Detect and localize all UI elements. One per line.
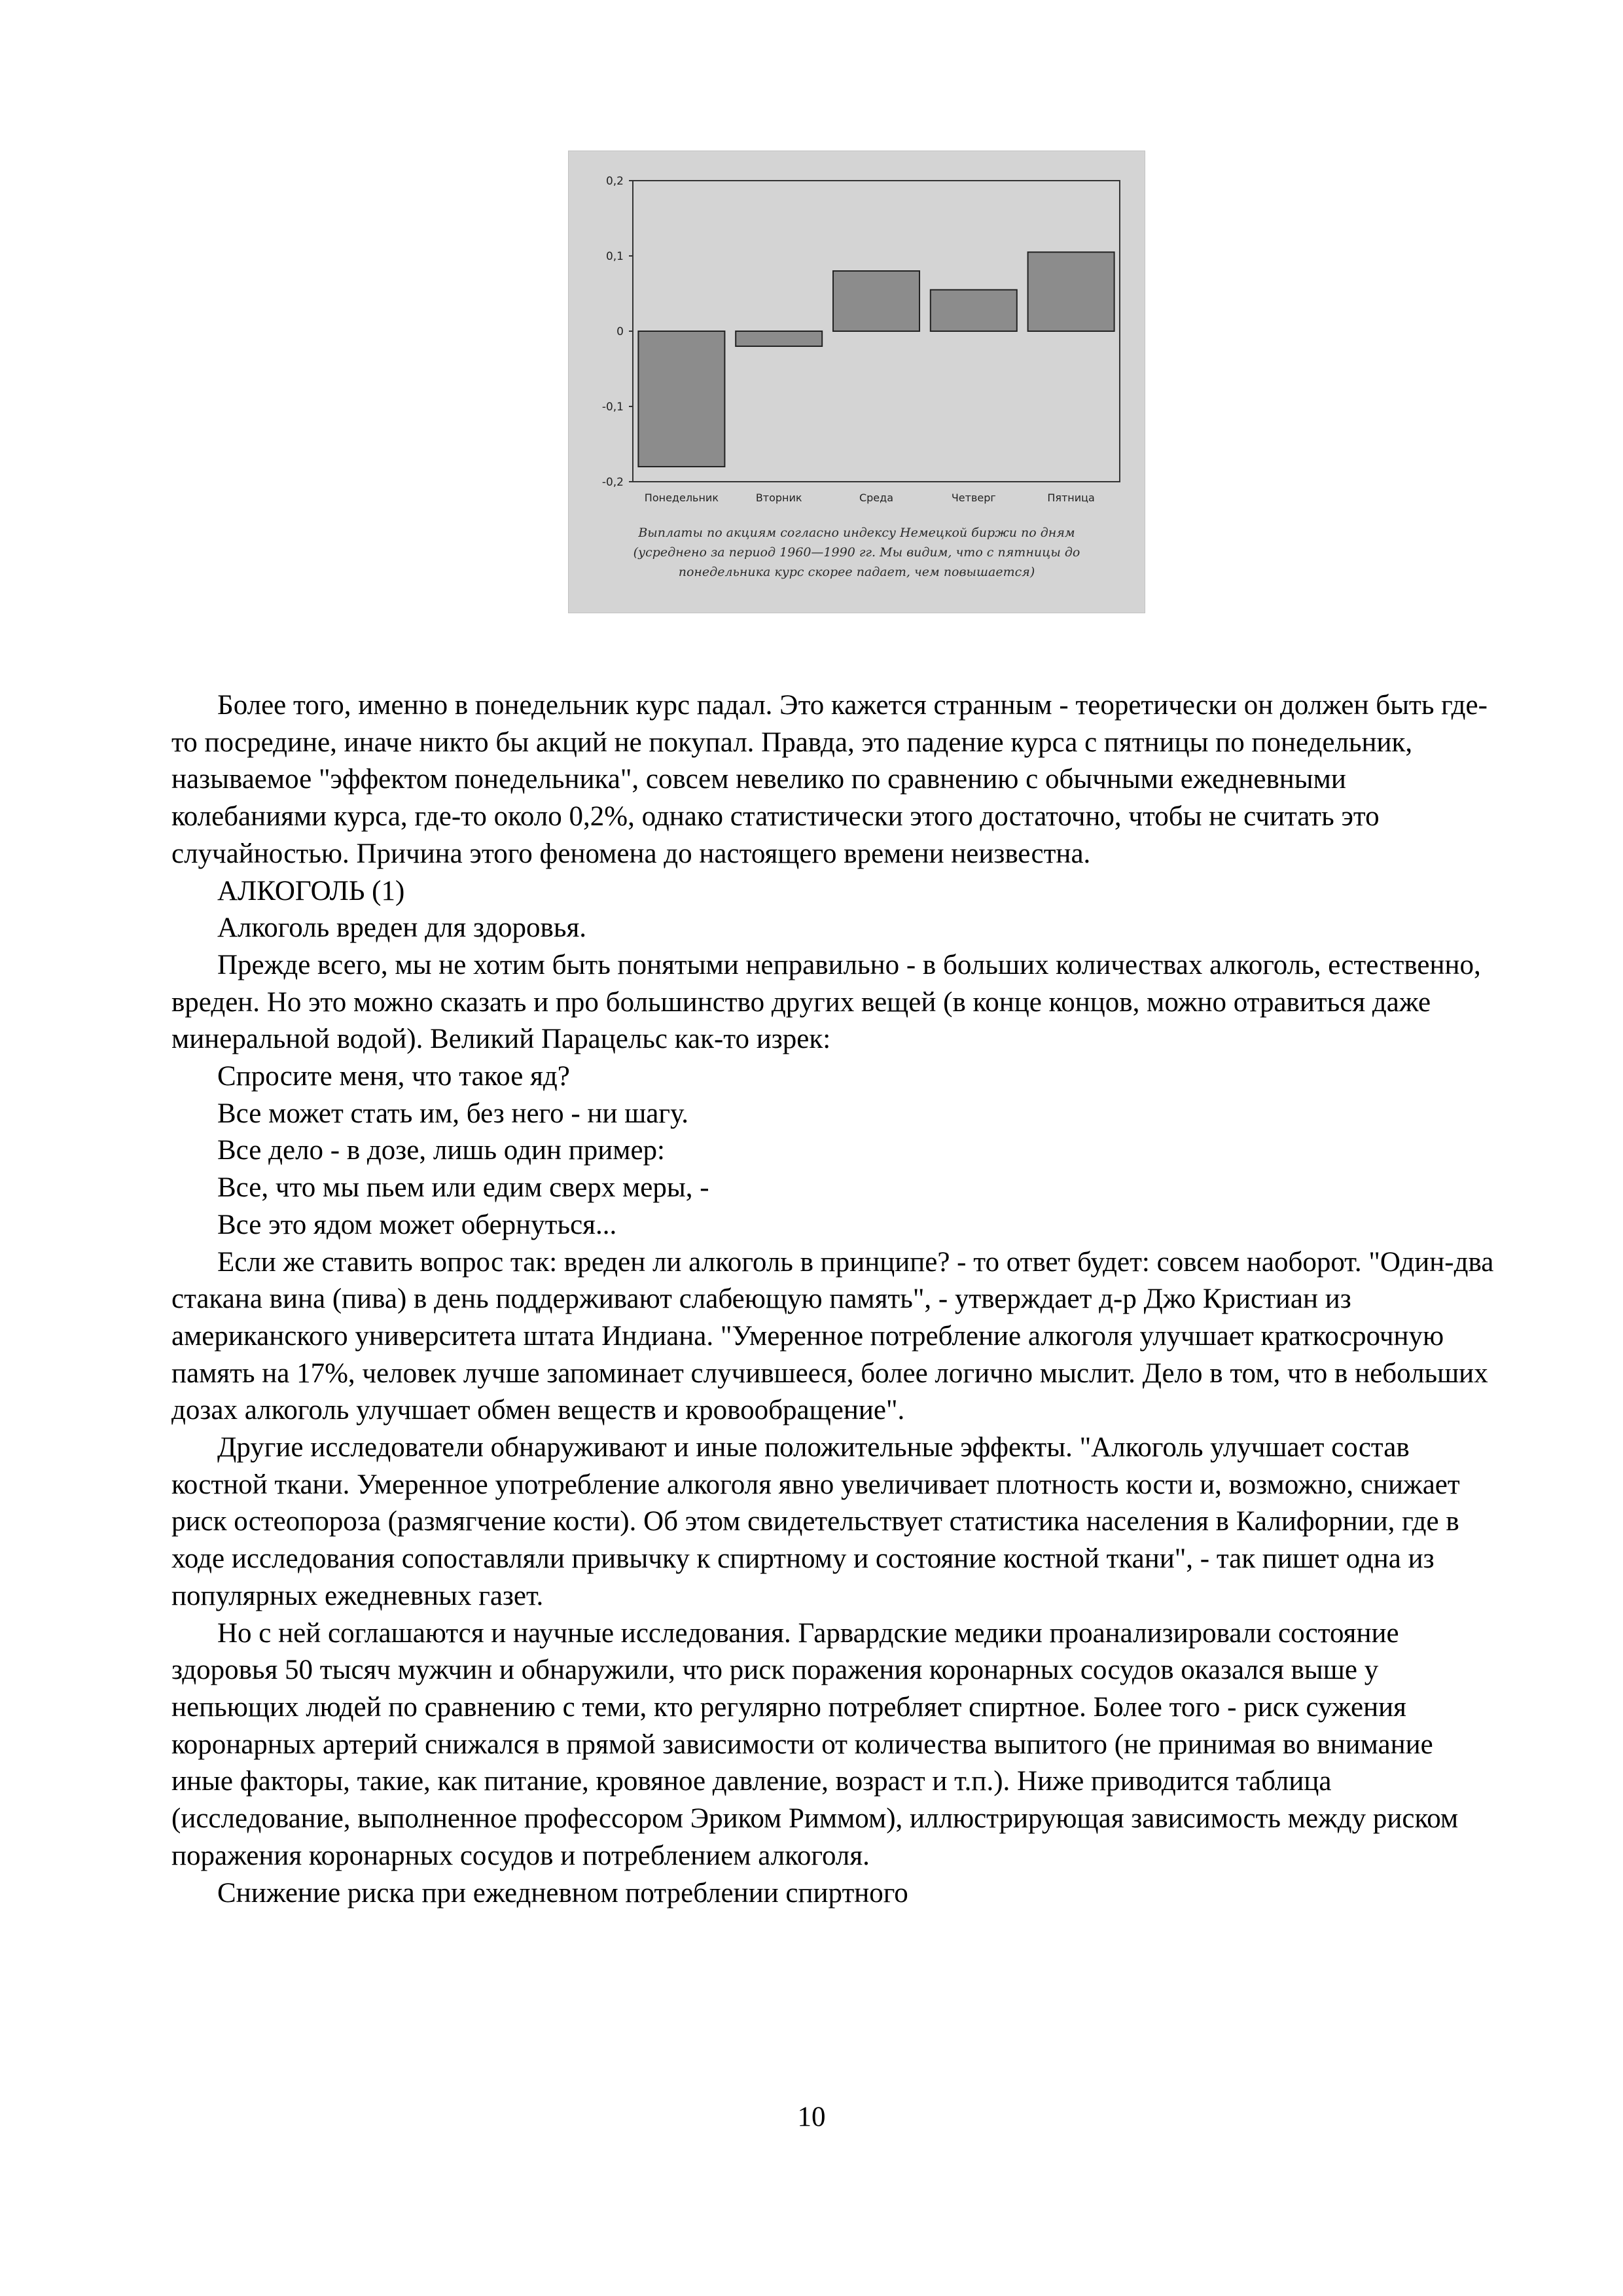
poem-line: Все может стать им, без него - ни шагу. (217, 1098, 688, 1129)
paragraph: Алкоголь вреден для здоровья. (217, 912, 586, 944)
paragraph: Снижение риска при ежедневном потреблении спиртного (217, 1877, 908, 1909)
y-tick-label: -0,2 (601, 476, 624, 489)
x-tick-label: Вторник (755, 492, 802, 504)
y-tick-label: 0,2 (605, 175, 624, 188)
paragraph: Если же ставить вопрос так: вреден ли алкоголь в принципе? - то ответ будет: совсем наоборот. "Один-два стакана вина (пива) в день поддерживают слабеющую память", - утверждает д-р Джо Кристиан из американского университета штата Индиана. "Умеренное потребление алкоголя улучшает краткосрочную память на 17%, человек лучше запоминает случившееся, более логично мыслит. Дело в том, что в небольших дозах алкоголь улучшает обмен веществ и кровообращение". (171, 1246, 1494, 1426)
bar (833, 271, 919, 331)
bar-chart (569, 151, 1145, 518)
paragraph: Другие исследователи обнаруживают и иные положительные эффекты. "Алкоголь улучшает состав костной ткани. Умеренное употребление алкоголя явно увеличивает плотность кости и, возможно, снижает риск остеопороза (размягчение кости). Об этом свидетельствует статистика населения в Калифорнии, где в ходе исследования сопоставляли привычку к спиртному и состояние костной ткани", - так пишет одна из популярных ежедневных газет. (171, 1432, 1460, 1611)
caption-line: понедельника курс скорее падает, чем повышается) (678, 565, 1035, 579)
poem-line: Все дело - в дозе, лишь один пример: (217, 1135, 665, 1166)
bar (931, 290, 1017, 331)
section-heading: АЛКОГОЛЬ (1) (217, 875, 405, 906)
y-tick-label: 0,1 (605, 250, 624, 263)
bar (638, 331, 724, 467)
y-tick-label: 0 (616, 325, 624, 338)
poem-line: Все, что мы пьем или едим сверх меры, - (217, 1172, 709, 1204)
figure-caption (588, 523, 1125, 582)
page-number: 10 (797, 2102, 826, 2132)
x-tick-label: Понедельник (644, 492, 719, 504)
body-text (171, 687, 1500, 1912)
poem-line: Спросите меня, что такое яд? (217, 1061, 570, 1092)
bar (1028, 252, 1115, 331)
y-tick-label: -0,1 (601, 401, 624, 414)
caption-line: Выплаты по акциям согласно индексу Немецкой биржи по дням (638, 526, 1075, 540)
paragraph: Прежде всего, мы не хотим быть понятыми неправильно - в больших количествах алкоголь, естественно, вреден. Но это можно сказать и про большинство других вещей (в конце концов, можно отравиться даже минеральной водой). Великий Парацельс как-то изрек: (171, 949, 1481, 1055)
paragraph: Но с ней соглашаются и научные исследования. Гарвардские медики проанализировали состояние здоровья 50 тысяч мужчин и обнаружили, что риск поражения коронарных сосудов оказался выше у непьющих людей по сравнению с теми, кто регулярно потребляет спиртное. Более того - риск сужения коронарных артерий снижался в прямой зависимости от количества выпитого (не принимая во внимание иные факторы, такие, как питание, кровяное давление, возраст и т.п.). Ниже приводится таблица (исследование, выполненное профессором Эриком Риммом), иллюстрирующая зависимость между риском поражения коронарных сосудов и потреблением алкоголя. (171, 1617, 1459, 1871)
x-tick-label: Четверг (951, 492, 996, 504)
bar (736, 331, 822, 346)
x-tick-label: Пятница (1047, 492, 1095, 504)
chart-figure (568, 151, 1145, 613)
x-tick-label: Среда (859, 492, 894, 504)
poem-line: Все это ядом может обернуться... (217, 1209, 617, 1240)
caption-line: (усреднено за период 1960—1990 гг. Мы видим, что с пятницы до (633, 545, 1080, 560)
paragraph: Более того, именно в понедельник курс падал. Это кажется странным - теоретически он должен быть где-то посредине, иначе никто бы акций не покупал. Правда, это падение курса с пятницы по понедельник, называемое "эффектом понедельника", совсем невелико по сравнению с обычными ежедневными колебаниями курса, где-то около 0,2%, однако статистически этого достаточно, чтобы не считать это случайностью. Причина этого феномена до настоящего времени неизвестна. (171, 690, 1488, 869)
